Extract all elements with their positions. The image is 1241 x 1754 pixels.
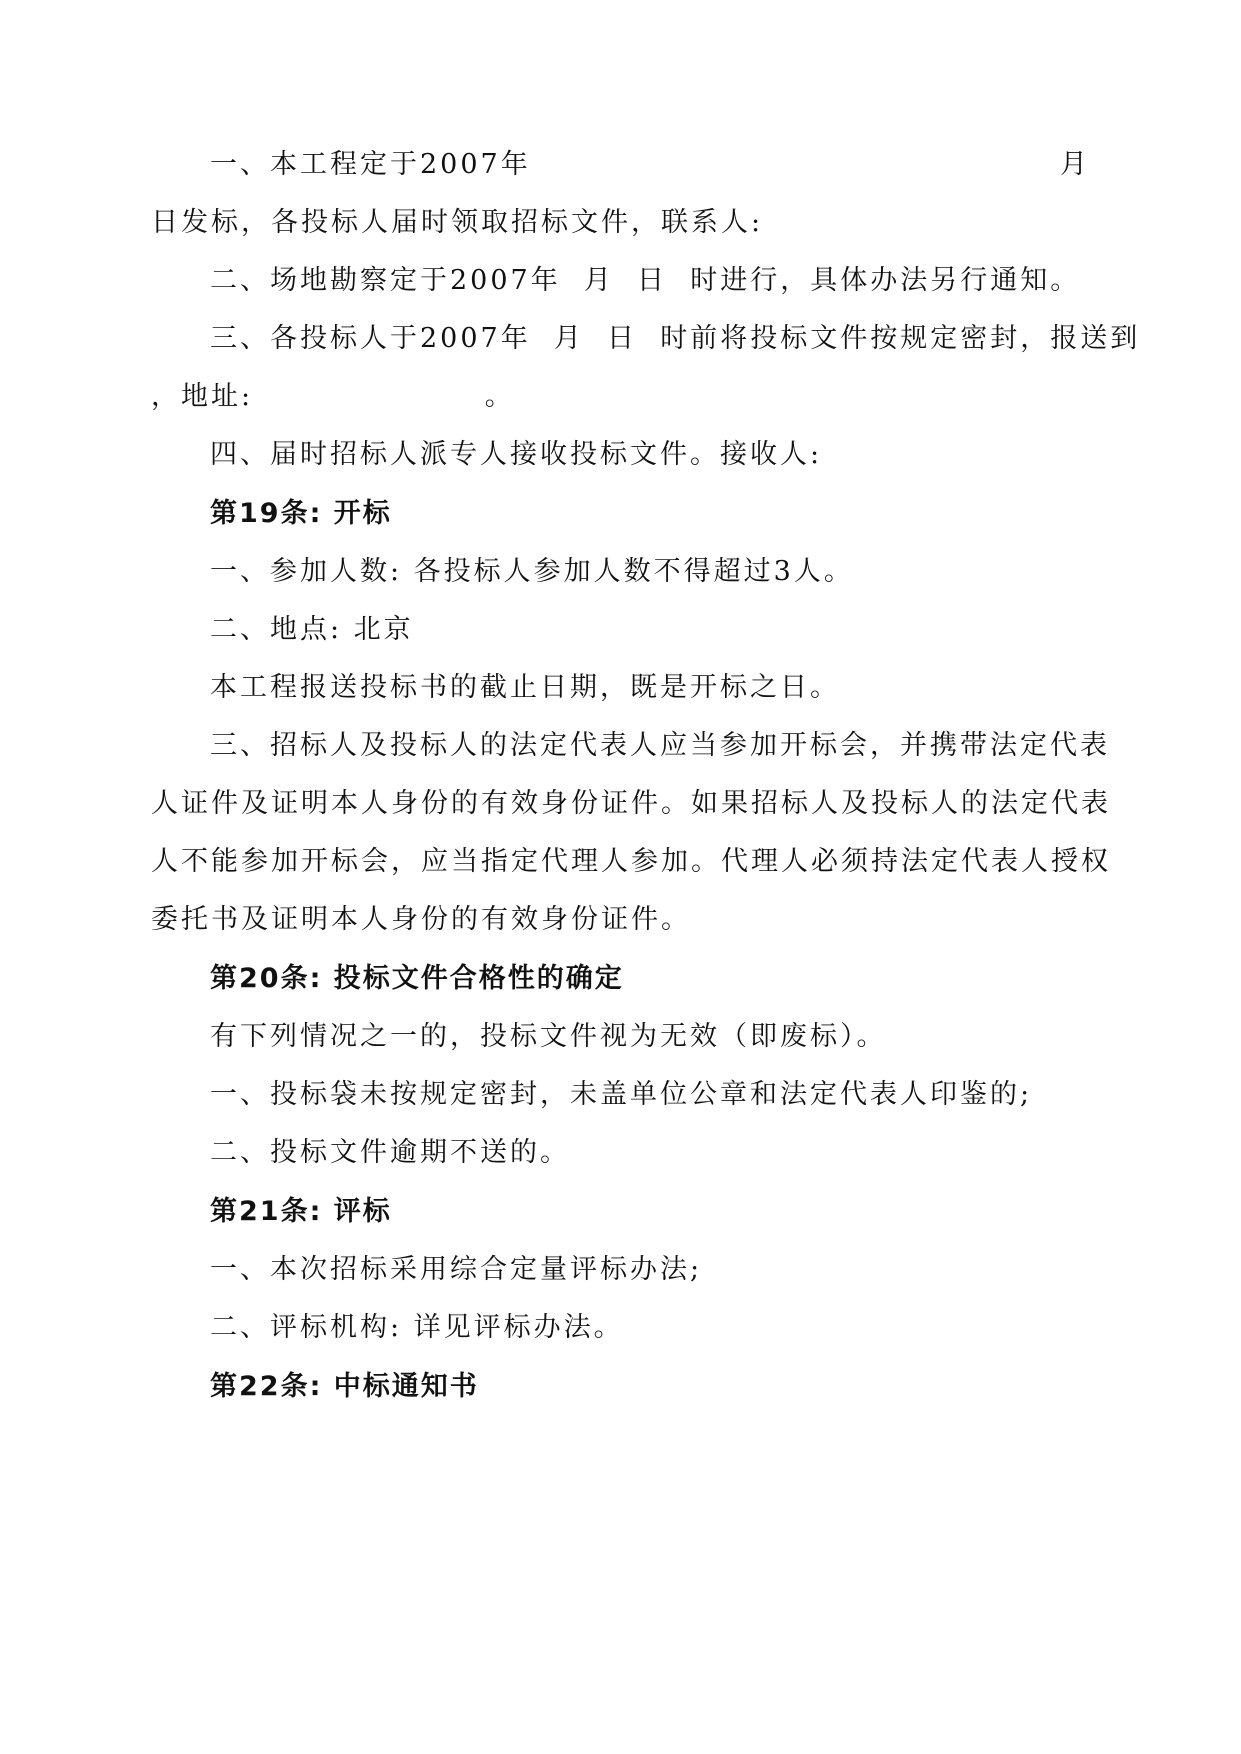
- paragraph-issue-contact: 日发标，各投标人届时领取招标文件，联系人:: [151, 207, 764, 238]
- paragraph-location: 二、地点: 北京: [210, 614, 414, 645]
- heading-article-21: 第21条: 评标: [210, 1196, 392, 1227]
- paragraph-representatives-2: 人证件及证明本人身份的有效身份证件。如果招标人及投标人的法定代表: [151, 788, 1111, 819]
- paragraph-representatives-1: 三、招标人及投标人的法定代表人应当参加开标会，并携带法定代表: [210, 730, 1110, 761]
- paragraph-receiver: 四、届时招标人派专人接收投标文件。接收人:: [210, 439, 823, 470]
- paragraph-invalid-1: 一、投标袋未按规定密封，未盖单位公章和法定代表人印鉴的;: [210, 1079, 1033, 1110]
- heading-article-20: 第20条: 投标文件合格性的确定: [210, 963, 624, 994]
- paragraph-representatives-4: 委托书及证明本人身份的有效身份证件。: [151, 904, 691, 935]
- paragraph-submission-address: ，地址: 。: [151, 381, 515, 412]
- paragraph-issue-month: 月: [1060, 149, 1087, 180]
- paragraph-evaluation-body: 二、评标机构: 详见评标办法。: [210, 1312, 624, 1343]
- paragraph-attendees: 一、参加人数: 各投标人参加人数不得超过3人。: [210, 556, 854, 587]
- heading-article-22: 第22条: 中标通知书: [210, 1371, 479, 1402]
- paragraph-submission: 三、各投标人于2007年 月 日 时前将投标文件按规定密封，报送到: [210, 323, 1141, 354]
- paragraph-representatives-3: 人不能参加开标会，应当指定代理人参加。代理人必须持法定代表人授权: [151, 846, 1111, 877]
- paragraph-site-survey: 二、场地勘察定于2007年 月 日 时进行，具体办法另行通知。: [210, 265, 1081, 296]
- paragraph-issue-date: 一、本工程定于2007年: [210, 149, 531, 180]
- paragraph-invalid-2: 二、投标文件逾期不送的。: [210, 1137, 570, 1168]
- paragraph-deadline: 本工程报送投标书的截止日期，既是开标之日。: [210, 672, 840, 703]
- paragraph-invalid-intro: 有下列情况之一的，投标文件视为无效（即废标）。: [210, 1021, 887, 1052]
- heading-article-19: 第19条: 开标: [210, 498, 392, 529]
- paragraph-evaluation-method: 一、本次招标采用综合定量评标办法;: [210, 1254, 703, 1285]
